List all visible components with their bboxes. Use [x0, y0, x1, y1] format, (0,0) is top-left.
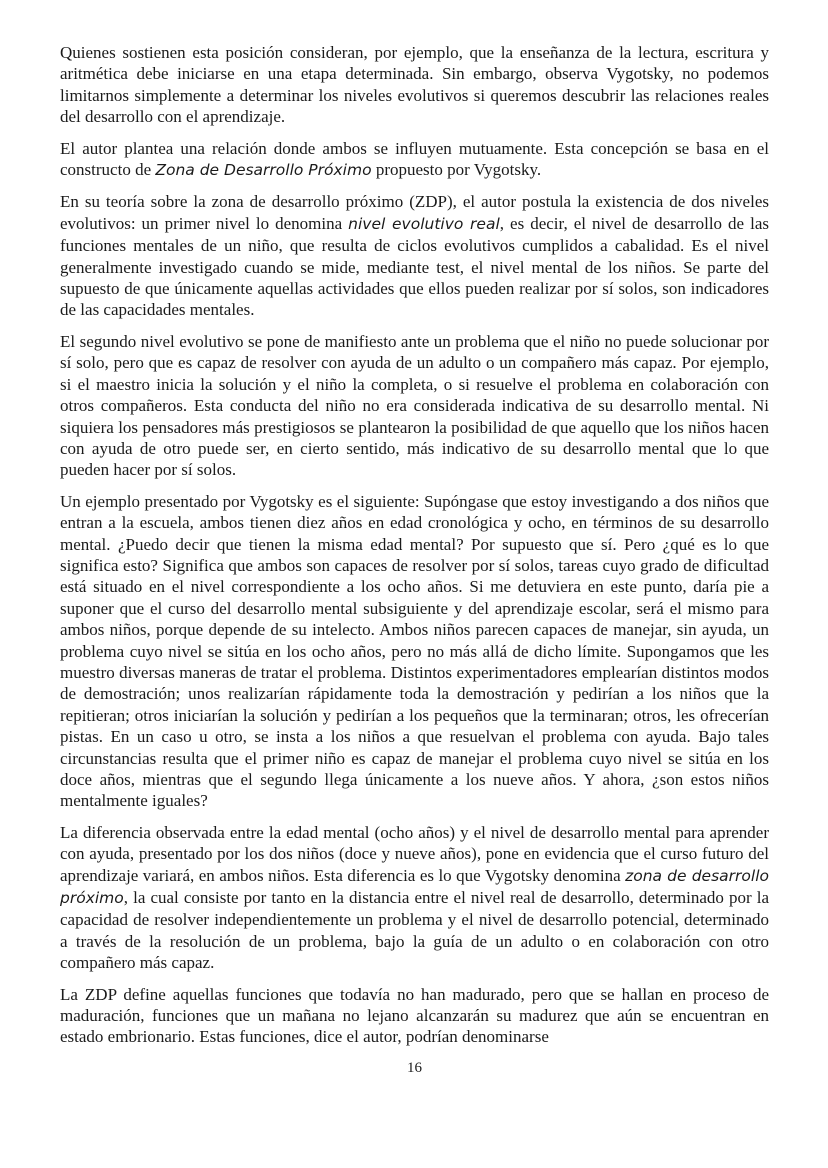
- text-run-italic: zona de desarrollo próximo: [60, 866, 769, 908]
- text-run: , la cual consiste por tanto en la distancia entre el nivel real de desarrollo, determinado por la capacidad de resolver independientemente un problema y el nivel de desarrollo potencial, determinado a través de la resolución de un problema, bajo la guía de un adulto o en colaboración con otro compañero más capaz.: [60, 888, 769, 973]
- paragraph: [60, 191, 769, 320]
- paragraph: [60, 491, 769, 812]
- text-run: La diferencia observada entre la edad mental (ocho años) y el nivel de desarrollo mental para aprender con ayuda, presentado por los dos niños (doce y nueve años), pone en evidencia que el curso futuro del aprendizaje variará, en ambos niños. Esta diferencia es lo que Vygotsky denomina: [60, 822, 769, 885]
- text-run-italic: Zona de Desarrollo Próximo: [155, 161, 372, 180]
- text-run: , es decir, el nivel de desarrollo de las funciones mentales de un niño, que resulta de ciclos evolutivos cumplidos a cabalidad. Es el nivel generalmente investigado cuando se mide, mediante test, el nivel mental de los niños. Se parte del supuesto de que únicamente aquellas actividades que ellos pueden realizar por sí solos, son indicadores de las capacidades mentales.: [60, 213, 769, 320]
- text-run: propuesto por Vygotsky.: [371, 160, 542, 180]
- page-number: 16: [407, 1059, 422, 1076]
- text-run: Un ejemplo presentado por Vygotsky es el siguiente: Supóngase que estoy investigando a dos niños que entran a la escuela, ambos tienen diez años en edad cronológica y ocho, en términos de su desarrollo mental. ¿Puedo decir que tienen la misma edad mental? Por supuesto que sí. Pero ¿qué es lo que significa esto? Significa que ambos son capaces de resolver por sí solos, tareas cuyo grado de dificultad está situado en el nivel correspondiente a los ocho años. Si me detuviera en este punto, daría pie a suponer que el curso del desarrollo mental subsiguiente y del aprendizaje escolar, será el mismo para ambos niños, porque depende de su intelecto. Ambos niños parecen capaces de manejar, sin ayuda, un problema cuyo nivel se sitúa en los ocho años, pero no más allá de dicho límite. Supongamos que les muestro diversas maneras de tratar el problema. Distintos experimentadores emplearían distintos modos de demostración; unos realizarían rápidamente toda la demostración y pedirían a los niños que la repitieran; otros iniciarían la solución y pedirían a los pequeños que la terminaran; otros, les ofrecerían pistas. En un caso u otro, se insta a los niños a que resuelvan el problema con ayuda. Bajo tales circunstancias resulta que el primer niño es capaz de manejar el problema cuyo nivel se sitúa en los doce años, mientras que el segundo llega únicamente a los nueve años. Y ahora, ¿son estos niños mentalmente iguales?: [60, 491, 769, 811]
- paragraph: [60, 138, 769, 182]
- paragraph: [60, 331, 769, 481]
- paragraph: [60, 42, 769, 128]
- paragraph: [60, 822, 769, 974]
- text-run-italic: nivel evolutivo real: [348, 214, 500, 233]
- text-run: El segundo nivel evolutivo se pone de manifiesto ante un problema que el niño no puede solucionar por sí solo, pero que es capaz de resolver con ayuda de un adulto o un compañero más capaz. Por ejemplo, si el maestro inicia la solución y el niño la completa, o si resuelve el problema en colaboración con otros compañeros. Esta conducta del niño no era considerada indicativa de su desarrollo mental. Ni siquiera los pensadores más prestigiosos se plantearon la posibilidad de que aquello que los niños hacen con ayuda de otro puede ser, en cierto sentido, más indicativo de su desarrollo mental que lo que pueden hacer por sí solos.: [60, 331, 769, 480]
- paragraph: [60, 984, 769, 1048]
- text-run: Quienes sostienen esta posición consideran, por ejemplo, que la enseñanza de la lectura, escritura y aritmética debe iniciarse en una etapa determinada. Sin embargo, observa Vygotsky, no podemos limitarnos simplemente a determinar los niveles evolutivos si queremos descubrir las relaciones reales del desarrollo con el aprendizaje.: [60, 43, 769, 127]
- text-run: En su teoría sobre la zona de desarrollo próximo (ZDP), el autor postula la existencia de dos niveles evolutivos: un primer nivel lo denomina: [60, 192, 769, 233]
- text-run: El autor plantea una relación donde ambos se influyen mutuamente. Esta concepción se basa en el constructo de: [60, 138, 769, 180]
- text-run: La ZDP define aquellas funciones que todavía no han madurado, pero que se hallan en proceso de maduración, funciones que un mañana no lejano alcanzarán su madurez que aún se encuentran en estado embrionario. Estas funciones, dice el autor, podrían denominarse: [60, 984, 769, 1047]
